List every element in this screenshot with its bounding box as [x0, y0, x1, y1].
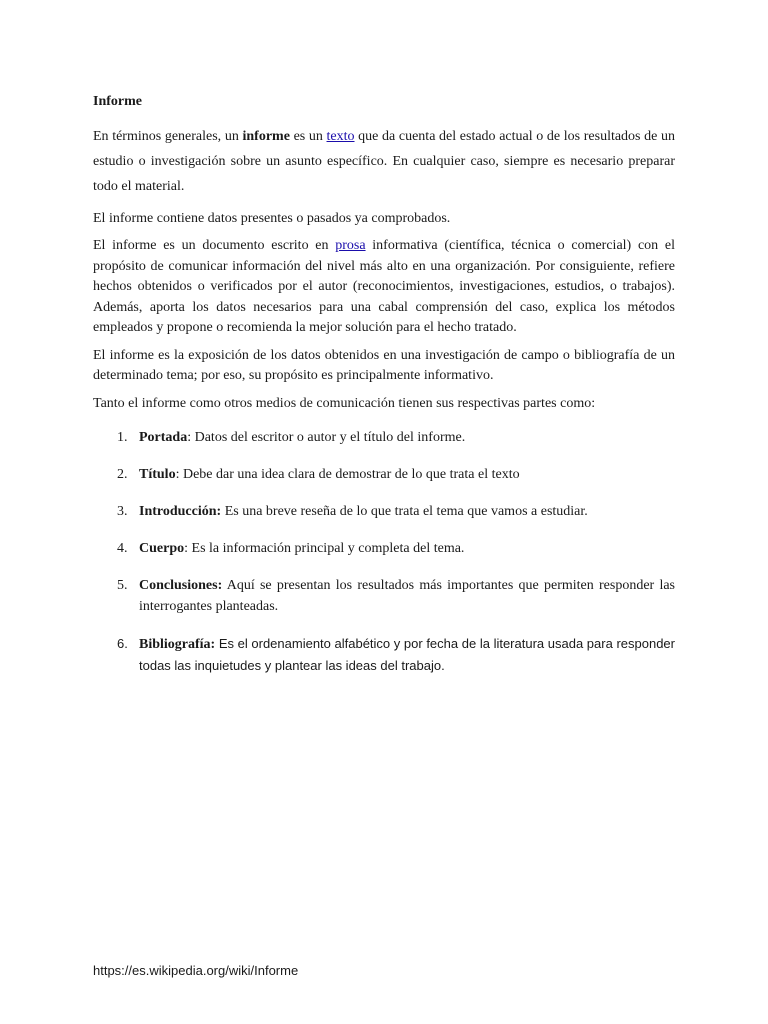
bold-term-informe: informe	[242, 129, 290, 144]
list-description: Debe dar una idea clara de demostrar de lo que trata el texto	[179, 466, 520, 482]
paragraph-text: En términos generales, un	[93, 129, 243, 144]
list-description: Es la información principal y completa del tema.	[188, 540, 465, 556]
list-item-bibliografia	[93, 633, 675, 676]
list-item-titulo	[93, 464, 675, 485]
document-title: Informe	[93, 94, 142, 109]
paragraph-prose	[93, 236, 675, 339]
list-number: 3.	[117, 503, 128, 519]
list-term: Conclusiones:	[139, 577, 223, 593]
list-description: Aquí se presentan los resultados más importantes que permiten responder las interrogantes planteadas.	[139, 577, 675, 614]
paragraph-definition	[93, 124, 675, 199]
list-number: 2.	[117, 466, 128, 482]
list-item-introduccion	[93, 501, 675, 522]
paragraph-data: El informe contiene datos presentes o pasados ya comprobados.	[93, 211, 451, 226]
list-item-conclusiones	[93, 575, 675, 617]
document-body	[93, 92, 675, 692]
list-term: Bibliografía:	[139, 636, 216, 652]
link-texto[interactable]: texto	[326, 129, 355, 144]
paragraph-parts-intro: Tanto el informe como otros medios de comunicación tienen sus respectivas partes como:	[93, 395, 596, 411]
list-description: Es el ordenamiento alfabético y por fecha de la literatura usada para responder todas las inquietudes y plantear las ideas del trabajo.	[139, 635, 675, 673]
list-term: Introducción:	[139, 503, 222, 519]
list-term: Título	[139, 466, 176, 482]
parts-list	[93, 427, 675, 676]
list-item-portada	[93, 427, 675, 448]
list-number: 1.	[117, 429, 128, 445]
list-item-cuerpo	[93, 538, 675, 559]
list-separator: :	[175, 466, 180, 482]
paragraph-text: es un	[289, 129, 327, 144]
list-number: 4.	[117, 540, 128, 556]
paragraph-exposition: El informe es la exposición de los datos obtenidos en una investigación de campo o bibliografía de un determinado tema; por eso, su propósito es principalmente informativo.	[93, 347, 675, 383]
list-term: Portada	[139, 429, 188, 445]
paragraph-text: informativa (científica, técnica o comercial) con el propósito de comunicar información del nivel más alto en una organización. Por consiguiente, refiere hechos obtenidos o verificados por el autor (reconocimientos, investigaciones, estudios, o trabajos). Además, aporta los datos necesarios para una cabal comprensión del caso, explica los métodos empleados y propone o recomienda la mejor solución para el hecho tratado.	[93, 238, 675, 335]
list-separator: :	[187, 429, 192, 445]
list-description: Es una breve reseña de lo que trata el tema que vamos a estudiar.	[221, 503, 588, 519]
list-separator: :	[184, 540, 189, 556]
list-description: Datos del escritor o autor y el título del informe.	[191, 429, 466, 445]
paragraph-text: que da cuenta del estado actual o de los resultados de un estudio o investigación sobre un asunto específico. En cualquier caso, siempre es necesario preparar todo el material.	[93, 129, 676, 194]
link-prosa[interactable]: prosa	[335, 238, 366, 253]
list-number: 5.	[117, 577, 128, 593]
paragraph-text: El informe es un documento escrito en	[93, 238, 336, 253]
list-term: Cuerpo	[139, 540, 185, 556]
footer-source-url: https://es.wikipedia.org/wiki/Informe	[93, 963, 299, 978]
list-number: 6.	[117, 635, 128, 651]
